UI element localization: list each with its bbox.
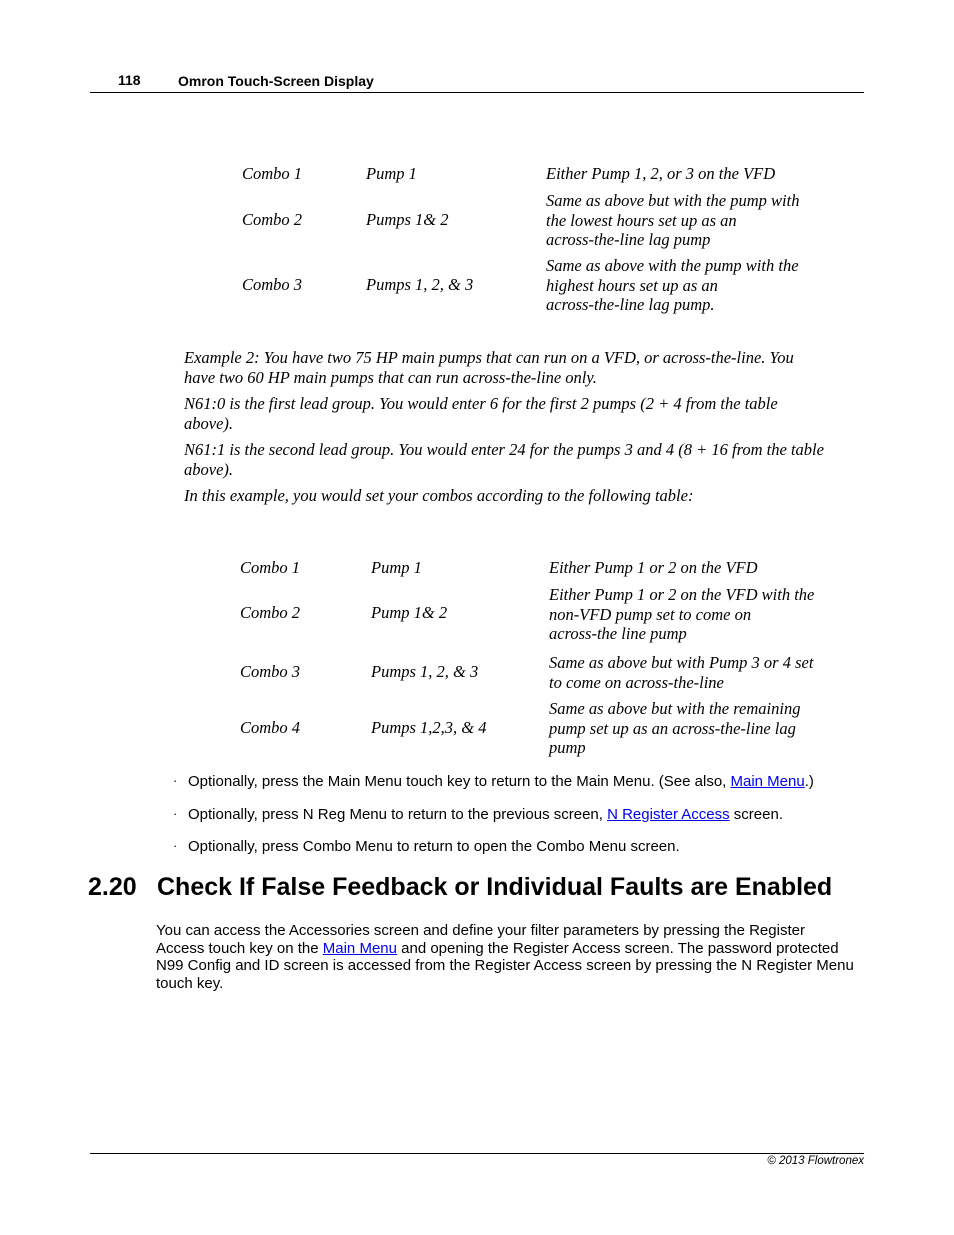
- combo-table-1: [0, 0, 954, 330]
- table-cell-description: Same as above but with the pump with the lowest hours set up as an across-the-line lag pump: [546, 191, 800, 249]
- bullet-marker: ·: [173, 838, 178, 853]
- table-cell-description: Either Pump 1, 2, or 3 on the VFD: [546, 164, 776, 183]
- bullet-item: Optionally, press Combo Menu to return to open the Combo Menu screen.: [188, 838, 680, 855]
- table-cell-pumps: Pumps 1,2,3, & 4: [371, 718, 487, 737]
- table-cell-description: Same as above with the pump with the highest hours set up as an across-the-line lag pump.: [546, 256, 799, 314]
- example-paragraph-3: N61:1 is the second lead group. You would enter 24 for the pumps 3 and 4 (8 + 16 from the table above).: [184, 440, 824, 479]
- n-register-access-link[interactable]: N Register Access: [607, 806, 730, 823]
- table-cell-combo: Combo 1: [240, 558, 301, 577]
- example-paragraph-1: Example 2: You have two 75 HP main pumps that can run on a VFD, or across-the-line. You have two 60 HP main pumps that can run across-the-line only.: [184, 348, 794, 387]
- bullet-marker: ·: [173, 806, 178, 821]
- main-menu-link[interactable]: Main Menu: [730, 773, 805, 790]
- footer-copyright: © 2013 Flowtronex: [767, 1155, 864, 1167]
- section-heading: Check If False Feedback or Individual Faults are Enabled: [157, 873, 833, 901]
- example-paragraph-4: In this example, you would set your combos according to the following table:: [184, 486, 694, 505]
- section-number: 2.20: [88, 873, 137, 901]
- table-cell-pumps: Pumps 1, 2, & 3: [366, 275, 474, 294]
- table-cell-description: Either Pump 1 or 2 on the VFD: [549, 558, 758, 577]
- table-cell-description: Same as above but with Pump 3 or 4 set to come on across-the-line: [549, 653, 814, 692]
- table-cell-pumps: Pump 1: [371, 558, 422, 577]
- footer-rule: [90, 1153, 864, 1154]
- table-cell-combo: Combo 3: [240, 662, 301, 681]
- table-cell-combo: Combo 4: [240, 718, 301, 737]
- section-paragraph: You can access the Accessories screen and define your filter parameters by pressing the Register Access touch key on the Main Menu and opening the Register Access screen. The password protected N99 Config and ID screen is accessed from the Register Access screen by pressing the N Register Menu touch key.: [156, 922, 854, 992]
- main-menu-link[interactable]: Main Menu: [322, 939, 397, 957]
- table-cell-pumps: Pumps 1, 2, & 3: [371, 662, 479, 681]
- table-cell-combo: Combo 2: [242, 210, 303, 229]
- table-cell-combo: Combo 1: [242, 164, 303, 183]
- bullet-marker: ·: [173, 773, 178, 788]
- running-header-title: Omron Touch-Screen Display: [178, 73, 374, 89]
- table-cell-combo: Combo 3: [242, 275, 303, 294]
- table-cell-pumps: Pumps 1& 2: [366, 210, 449, 229]
- table-cell-description: Either Pump 1 or 2 on the VFD with the non-VFD pump set to come on across-the line pump: [549, 585, 815, 643]
- table-cell-combo: Combo 2: [240, 603, 301, 622]
- bullet-item: Optionally, press the Main Menu touch key to return to the Main Menu. (See also, Main Menu.): [188, 773, 814, 790]
- table-cell-pumps: Pump 1: [366, 164, 417, 183]
- bullet-item: Optionally, press N Reg Menu to return to the previous screen, N Register Access screen.: [188, 806, 783, 823]
- table-cell-pumps: Pump 1& 2: [371, 603, 448, 622]
- example-paragraph-2: N61:0 is the first lead group. You would enter 6 for the first 2 pumps (2 + 4 from the table above).: [184, 394, 778, 433]
- page-number: 118: [118, 72, 141, 88]
- table-cell-description: Same as above but with the remaining pump set up as an across-the-line lag pump: [549, 699, 801, 757]
